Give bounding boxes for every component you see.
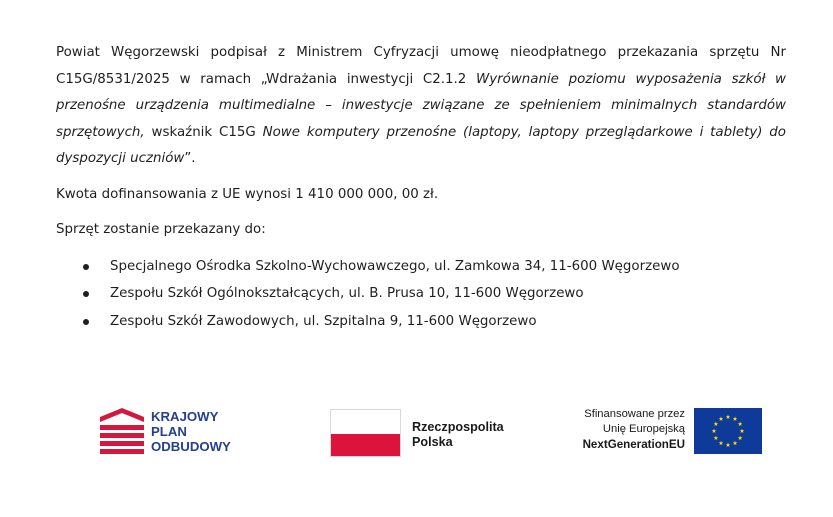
- eu-line-3: NextGenerationEU: [582, 438, 685, 451]
- eu-line-1: Sfinansowane przez: [584, 408, 685, 420]
- flag-white-stripe: [331, 410, 400, 434]
- kpo-stripe: [100, 441, 144, 446]
- eu-line-2: Unię Europejską: [602, 423, 685, 435]
- kpo-logo-text: [151, 409, 231, 454]
- bullet-icon: [83, 319, 89, 325]
- funding-amount-paragraph: Kwota dofinansowania z UE wynosi 1 410 000 000, 00 zł.: [56, 186, 439, 202]
- kpo-roof-shape: [100, 408, 144, 422]
- document-body: [56, 40, 786, 335]
- closing-quote-text: ”.: [184, 151, 196, 166]
- polish-flag-icon: [330, 409, 401, 457]
- agreement-paragraph: [56, 40, 786, 173]
- logo-bar: [0, 405, 833, 465]
- eu-flag-icon: [694, 408, 762, 454]
- list-item: [56, 308, 786, 336]
- kpo-stripe: [100, 433, 144, 438]
- indicator-text: wskaźnik C15G: [144, 124, 263, 140]
- kpo-stripe: [100, 425, 144, 430]
- kpo-line-1: KRAJOWY: [151, 409, 219, 424]
- kpo-emblem-icon: [100, 408, 144, 456]
- list-item-text: Specjalnego Ośrodka Szkolno-Wychowawczego, ul. Zamkowa 34, 11-600 Węgorzewo: [110, 258, 680, 274]
- rzeczpospolita-logo-text: [412, 420, 504, 450]
- indicator-title-text: Nowe komputery przenośne (laptopy, laptopy przeglądarkowe i tablety) do dyspozycji uczniów: [56, 124, 786, 166]
- agreement-text: Powiat Węgorzewski podpisał z Ministrem Cyfryzacji umowę nieodpłatnego przekazania sprzętu Nr C15G/8531/2025 w ramach „Wdrażania inwestycji C2.1.2: [56, 45, 786, 87]
- kpo-line-2: PLAN: [151, 424, 187, 439]
- flag-red-stripe: [331, 434, 400, 457]
- investment-title-text: Wyrównanie poziomu wyposażenia szkół w przenośne urządzenia multimedialne – inwestycje związane ze spełnieniem minimalnych standardów sprzętowych,: [56, 71, 786, 140]
- list-item-text: Zespołu Szkół Ogólnokształcących, ul. B. Prusa 10, 11-600 Węgorzewo: [110, 286, 584, 301]
- kpo-line-3: ODBUDOWY: [151, 439, 231, 454]
- rp-line-2: Polska: [412, 435, 453, 449]
- list-item: [56, 280, 786, 308]
- kpo-stripe: [100, 449, 144, 454]
- bullet-icon: [83, 264, 89, 270]
- list-item-text: Zespołu Szkół Zawodowych, ul. Szpitalna 9, 11-600 Węgorzewo: [110, 313, 537, 329]
- bullet-icon: [83, 291, 89, 297]
- recipients-list: [56, 253, 786, 336]
- eu-funding-text: [540, 407, 685, 452]
- recipients-intro-paragraph: Sprzęt zostanie przekazany do:: [56, 222, 266, 237]
- rp-line-1: Rzeczpospolita: [412, 420, 504, 434]
- list-item: [56, 253, 786, 281]
